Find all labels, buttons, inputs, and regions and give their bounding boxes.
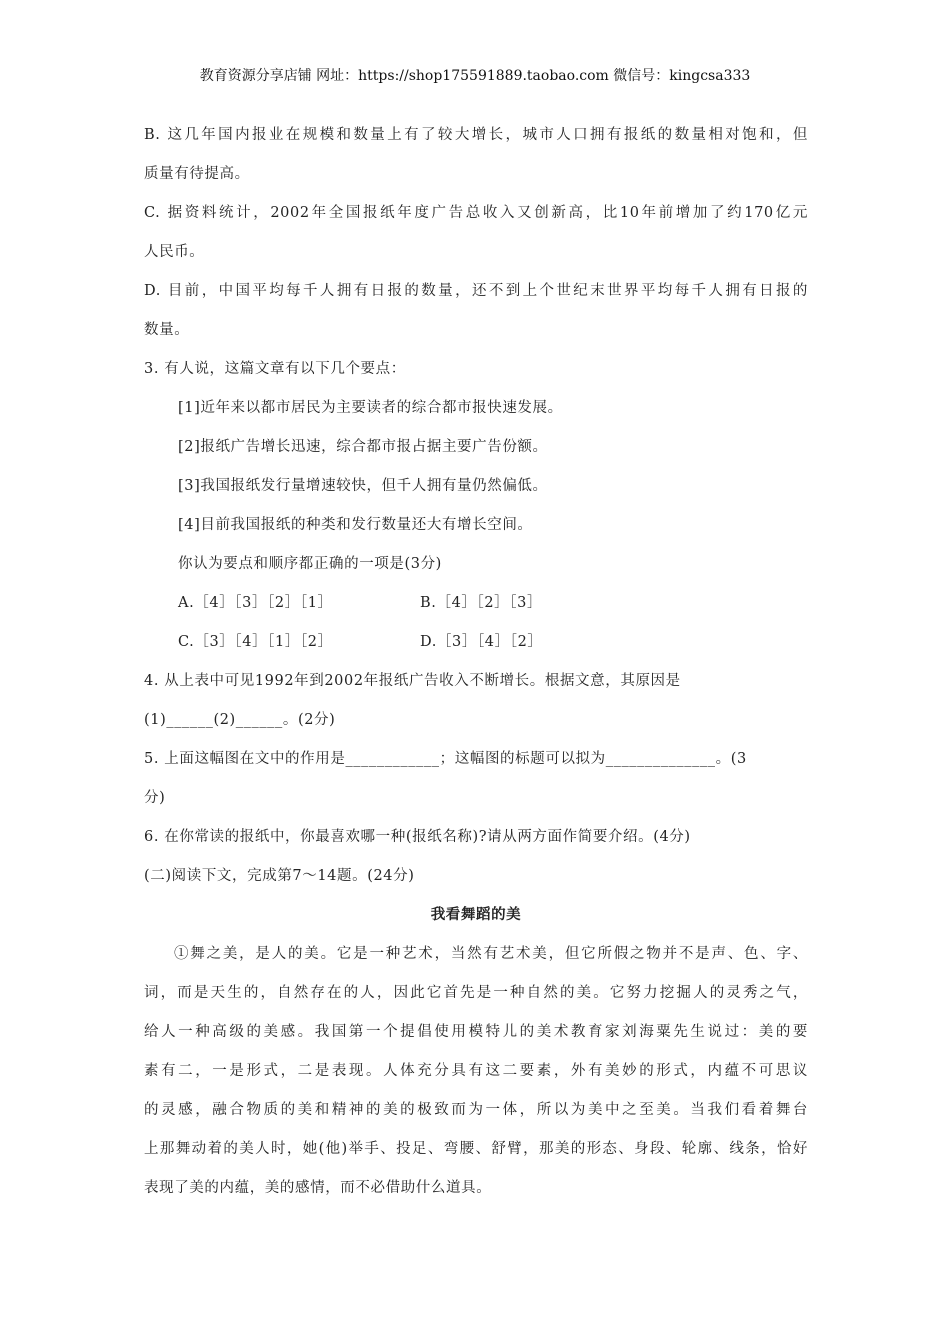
question-3-point-2: [2]报纸广告增长迅速，综合都市报占据主要广告份额。 bbox=[178, 439, 548, 455]
option-d-line-2: 数量。 bbox=[144, 322, 190, 338]
question-3-point-3: [3]我国报纸发行量增速较快，但千人拥有量仍然偏低。 bbox=[178, 478, 548, 494]
article-line-4: 素有二，一是形式，二是表现。人体充分具有这二要素，外有美妙的形式，内蕴不可思议 bbox=[144, 1063, 808, 1079]
question-3-stem: 3. 有人说，这篇文章有以下几个要点： bbox=[144, 361, 406, 377]
question-4-line-1: 4. 从上表中可见1992年到2002年报纸广告收入不断增长。根据文意，其原因是 bbox=[144, 673, 681, 689]
article-line-1: ①舞之美，是人的美。它是一种艺术，当然有艺术美，但它所假之物并不是声、色、字、 bbox=[174, 946, 808, 962]
article-line-2: 词，而是天生的，自然存在的人，因此它首先是一种自然的美。它努力挖掘人的灵秀之气， bbox=[144, 985, 808, 1001]
question-3-option-b: B.［4］［2］［3］ bbox=[420, 595, 543, 611]
option-b-line-1: B. 这几年国内报业在规模和数量上有了较大增长，城市人口拥有报纸的数量相对饱和，但 bbox=[144, 127, 808, 143]
document-body bbox=[144, 124, 808, 1216]
article-line-5: 的灵感，融合物质的美和精神的美的极致而为一体，所以为美中之至美。当我们看着舞台 bbox=[144, 1102, 808, 1118]
option-c-line-2: 人民币。 bbox=[144, 244, 205, 260]
question-6: 6. 在你常读的报纸中，你最喜欢哪一种(报纸名称)?请从两方面作简要介绍。(4分) bbox=[144, 829, 691, 845]
question-5-line-1: 5. 上面这幅图在文中的作用是____________；这幅图的标题可以拟为______________。(3 bbox=[144, 751, 747, 767]
question-3-options-row-1 bbox=[144, 592, 808, 631]
question-3-option-d: D.［3］［4］［2］ bbox=[420, 634, 543, 650]
option-c-line-1: C. 据资料统计，2002年全国报纸年度广告总收入又创新高，比10年前增加了约170亿元 bbox=[144, 205, 808, 221]
page-header: 教育资源分享店铺 网址：https://shop175591889.taobao.com 微信号：kingcsa333 bbox=[199, 68, 751, 84]
option-b-line-2: 质量有待提高。 bbox=[144, 166, 250, 182]
article-title: 我看舞蹈的美 bbox=[430, 906, 522, 923]
question-3-option-c: C.［3］［4］［1］［2］ bbox=[178, 634, 333, 650]
question-3-point-4: [4]目前我国报纸的种类和发行数量还大有增长空间。 bbox=[178, 517, 533, 533]
section-2-heading: (二)阅读下文，完成第7～14题。(24分) bbox=[144, 868, 415, 884]
question-3-option-a: A.［4］［3］［2］［1］ bbox=[178, 595, 333, 611]
question-4-line-2: (1)______(2)______。(2分) bbox=[144, 712, 336, 728]
question-3-point-1: [1]近年来以都市居民为主要读者的综合都市报快速发展。 bbox=[178, 400, 563, 416]
article-line-3: 给人一种高级的美感。我国第一个提倡使用模特儿的美术教育家刘海粟先生说过：美的要 bbox=[144, 1024, 808, 1040]
question-3-options-row-2 bbox=[144, 631, 808, 670]
article-line-6: 上那舞动着的美人时，她(他)举手、投足、弯腰、舒臂，那美的形态、身段、轮廓、线条，恰好 bbox=[144, 1141, 808, 1157]
question-5-line-2: 分) bbox=[144, 790, 166, 806]
question-3-ask: 你认为要点和顺序都正确的一项是(3分) bbox=[178, 556, 442, 572]
article-line-7: 表现了美的内蕴，美的感情，而不必借助什么道具。 bbox=[144, 1180, 492, 1196]
option-d-line-1: D. 目前，中国平均每千人拥有日报的数量，还不到上个世纪末世界平均每千人拥有日报的 bbox=[144, 283, 808, 299]
